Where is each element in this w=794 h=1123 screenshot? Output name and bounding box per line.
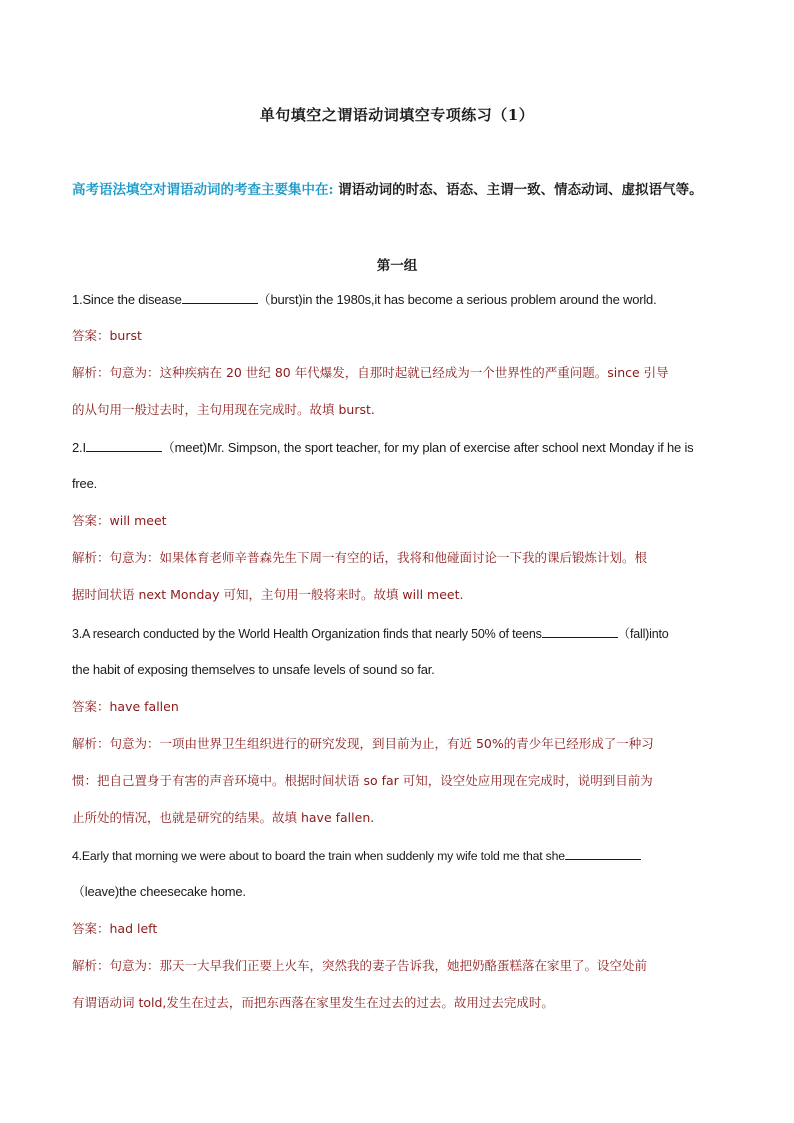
question-3-line-1 [72,624,722,643]
question-3-answer: 答案：have fallen [72,699,179,714]
question-1-answer: 答案：burst [72,328,142,343]
group-title: 第一组 [376,258,418,274]
question-2-blank[interactable] [86,438,162,452]
question-2-explanation-line-1: 解析：句意为：如果体育老师辛普森先生下周一有空的话，我将和他碰面讨论一下我的课后锻炼计划。根 [72,550,648,565]
question-4-explanation-line-1: 解析：句意为：那天一大早我们正要上火车，突然我的妻子告诉我，她把奶酪蛋糕落在家里了。设空处前 [72,958,648,973]
question-3-explanation-line-3: 止所处的情况，也就是研究的结果。故填 have fallen. [72,810,375,825]
question-4-blank[interactable] [565,846,641,860]
question-3-text-pre: 3.A research conducted by the World Health Organization finds that nearly 50% of teens [72,627,542,641]
question-4-explanation-line-2: 有谓语动词 told,发生在过去，而把东西落在家里发生在过去的过去。故用过去完成时。 [72,995,554,1010]
intro-rest: 谓语动词的时态、语态、主谓一致、情态动词、虚拟语气等。 [333,182,703,198]
question-2-answer: 答案：will meet [72,513,167,528]
question-1-line-1 [72,290,722,309]
question-1-explanation-line-1: 解析：句意为：这种疾病在 20 世纪 80 年代爆发，自那时起就已经成为一个世界性的严重问题。since 引导 [72,365,669,380]
intro-paragraph [72,178,732,198]
question-1-text-pre: 1.Since the disease [72,292,182,307]
question-4-text-pre: 4.Early that morning we were about to board the train when suddenly my wife told me that she [72,849,565,863]
question-4-line-1 [72,846,722,865]
question-2-text-pre: 2.I [72,440,86,455]
question-4-line-2: （leave)the cheesecake home. [72,884,246,899]
question-2-text-post: （meet)Mr. Simpson, the sport teacher, for my plan of exercise after school next Monday if he is [161,440,694,455]
question-1-text-post: （burst)in the 1980s,it has become a serious problem around the world. [257,292,657,307]
question-4-answer: 答案：had left [72,921,158,936]
question-2-explanation-line-2: 据时间状语 next Monday 可知，主句用一般将来时。故填 will meet. [72,587,464,602]
question-1-blank[interactable] [182,290,258,304]
question-3-blank[interactable] [542,624,618,638]
intro-lead: 高考语法填空对谓语动词的考查主要集中在: [72,182,334,198]
question-3-line-2: the habit of exposing themselves to unsafe levels of sound so far. [72,662,435,677]
page-title: 单句填空之谓语动词填空专项练习（1） [259,106,535,124]
question-1-explanation-line-2: 的从句用一般过去时，主句用现在完成时。故填 burst. [72,402,375,417]
question-3-explanation-line-2: 惯：把自己置身于有害的声音环境中。根据时间状语 so far 可知，设空处应用现在完成时，说明到目前为 [72,773,653,788]
question-2-line-1 [72,438,722,457]
question-2-line-2: free. [72,476,98,491]
question-3-text-post: （fall)into [617,627,669,641]
question-3-explanation-line-1: 解析：句意为：一项由世界卫生组织进行的研究发现，到目前为止，有近 50%的青少年已经形成了一种习 [72,736,654,751]
